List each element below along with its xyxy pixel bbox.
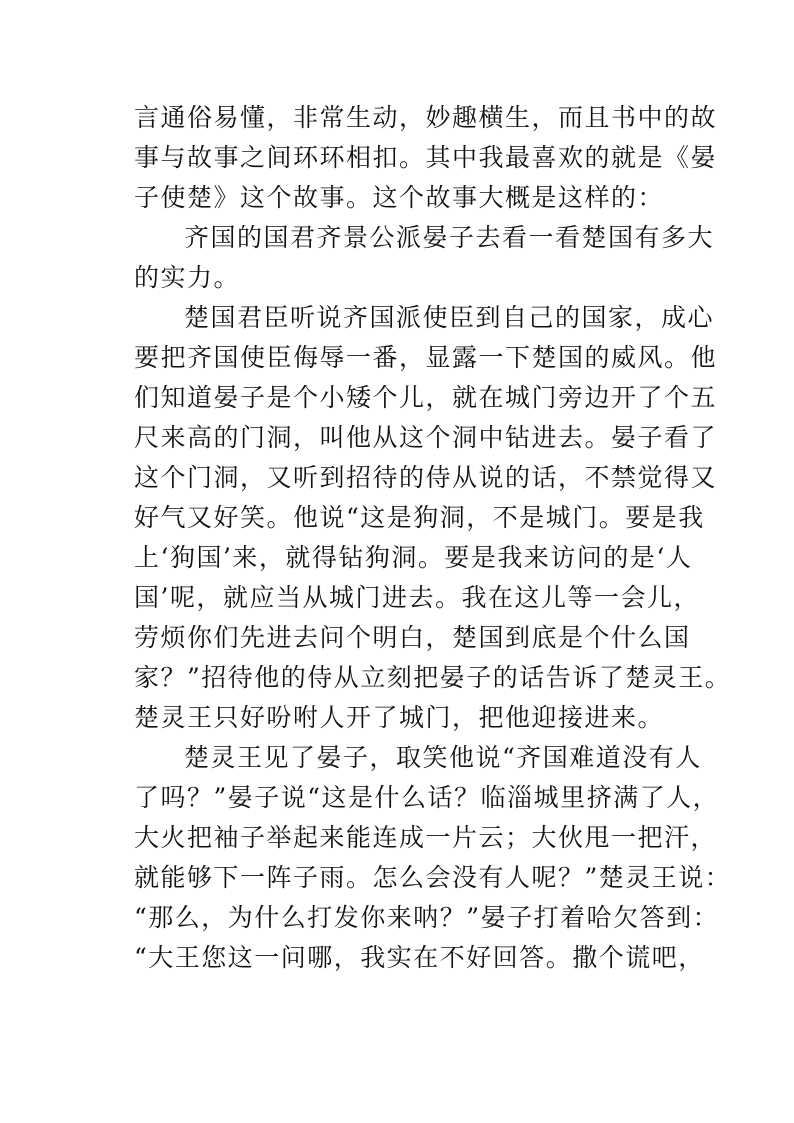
text-line: 大火把袖子举起来能连成一片云；大伙甩一把汗， <box>134 823 718 852</box>
text-line: 国’呢，就应当从城门进去。我在这儿等一会儿， <box>134 583 700 612</box>
text-line: 劳烦你们先进去问个明白，楚国到底是个什么国 <box>134 623 691 652</box>
text-line: “那么，为什么打发你来呐？”晏子打着哈欠答到： <box>134 903 720 932</box>
text-line: 们知道晏子是个小矮个儿，就在城门旁边开了个五 <box>134 383 718 412</box>
text-line: 好气又好笑。他说“这是狗洞，不是城门。要是我 <box>134 503 705 532</box>
text-line: 尺来高的门洞，叫他从这个洞中钻进去。晏子看了 <box>134 423 718 452</box>
text-line: 言通俗易懂，非常生动，妙趣横生，而且书中的故 <box>134 103 718 132</box>
text-line: 了吗？”晏子说“这是什么话？临淄城里挤满了人， <box>134 783 720 812</box>
text-line: 上‘狗国’来，就得钻狗洞。要是我来访问的是‘人 <box>134 543 693 572</box>
text-line: 子使楚》这个故事。这个故事大概是这样的： <box>134 183 665 212</box>
paragraph-start-line: 楚灵王见了晏子，取笑他说“齐国难道没有人 <box>184 743 702 772</box>
text-line: 楚灵王只好吩咐人开了城门，把他迎接进来。 <box>134 703 665 732</box>
text-line: 要把齐国使臣侮辱一番，显露一下楚国的威风。他 <box>134 343 718 372</box>
body-text <box>134 98 732 978</box>
text-line: “大王您这一问哪，我实在不好回答。撒个谎吧， <box>134 943 705 972</box>
text-line: 就能够下一阵子雨。怎么会没有人呢？”楚灵王说： <box>134 863 732 892</box>
paragraph-start-line: 齐国的国君齐景公派晏子去看一看楚国有多大 <box>184 223 715 252</box>
text-line: 事与故事之间环环相扣。其中我最喜欢的就是《晏 <box>134 143 718 172</box>
text-line: 这个门洞，又听到招待的侍从说的话，不禁觉得又 <box>134 463 718 492</box>
paragraph-start-line: 楚国君臣听说齐国派使臣到自己的国家，成心 <box>184 303 715 332</box>
text-line: 的实力。 <box>134 263 241 292</box>
text-line: 家？”招待他的侍从立刻把晏子的话告诉了楚灵王。 <box>134 663 732 692</box>
